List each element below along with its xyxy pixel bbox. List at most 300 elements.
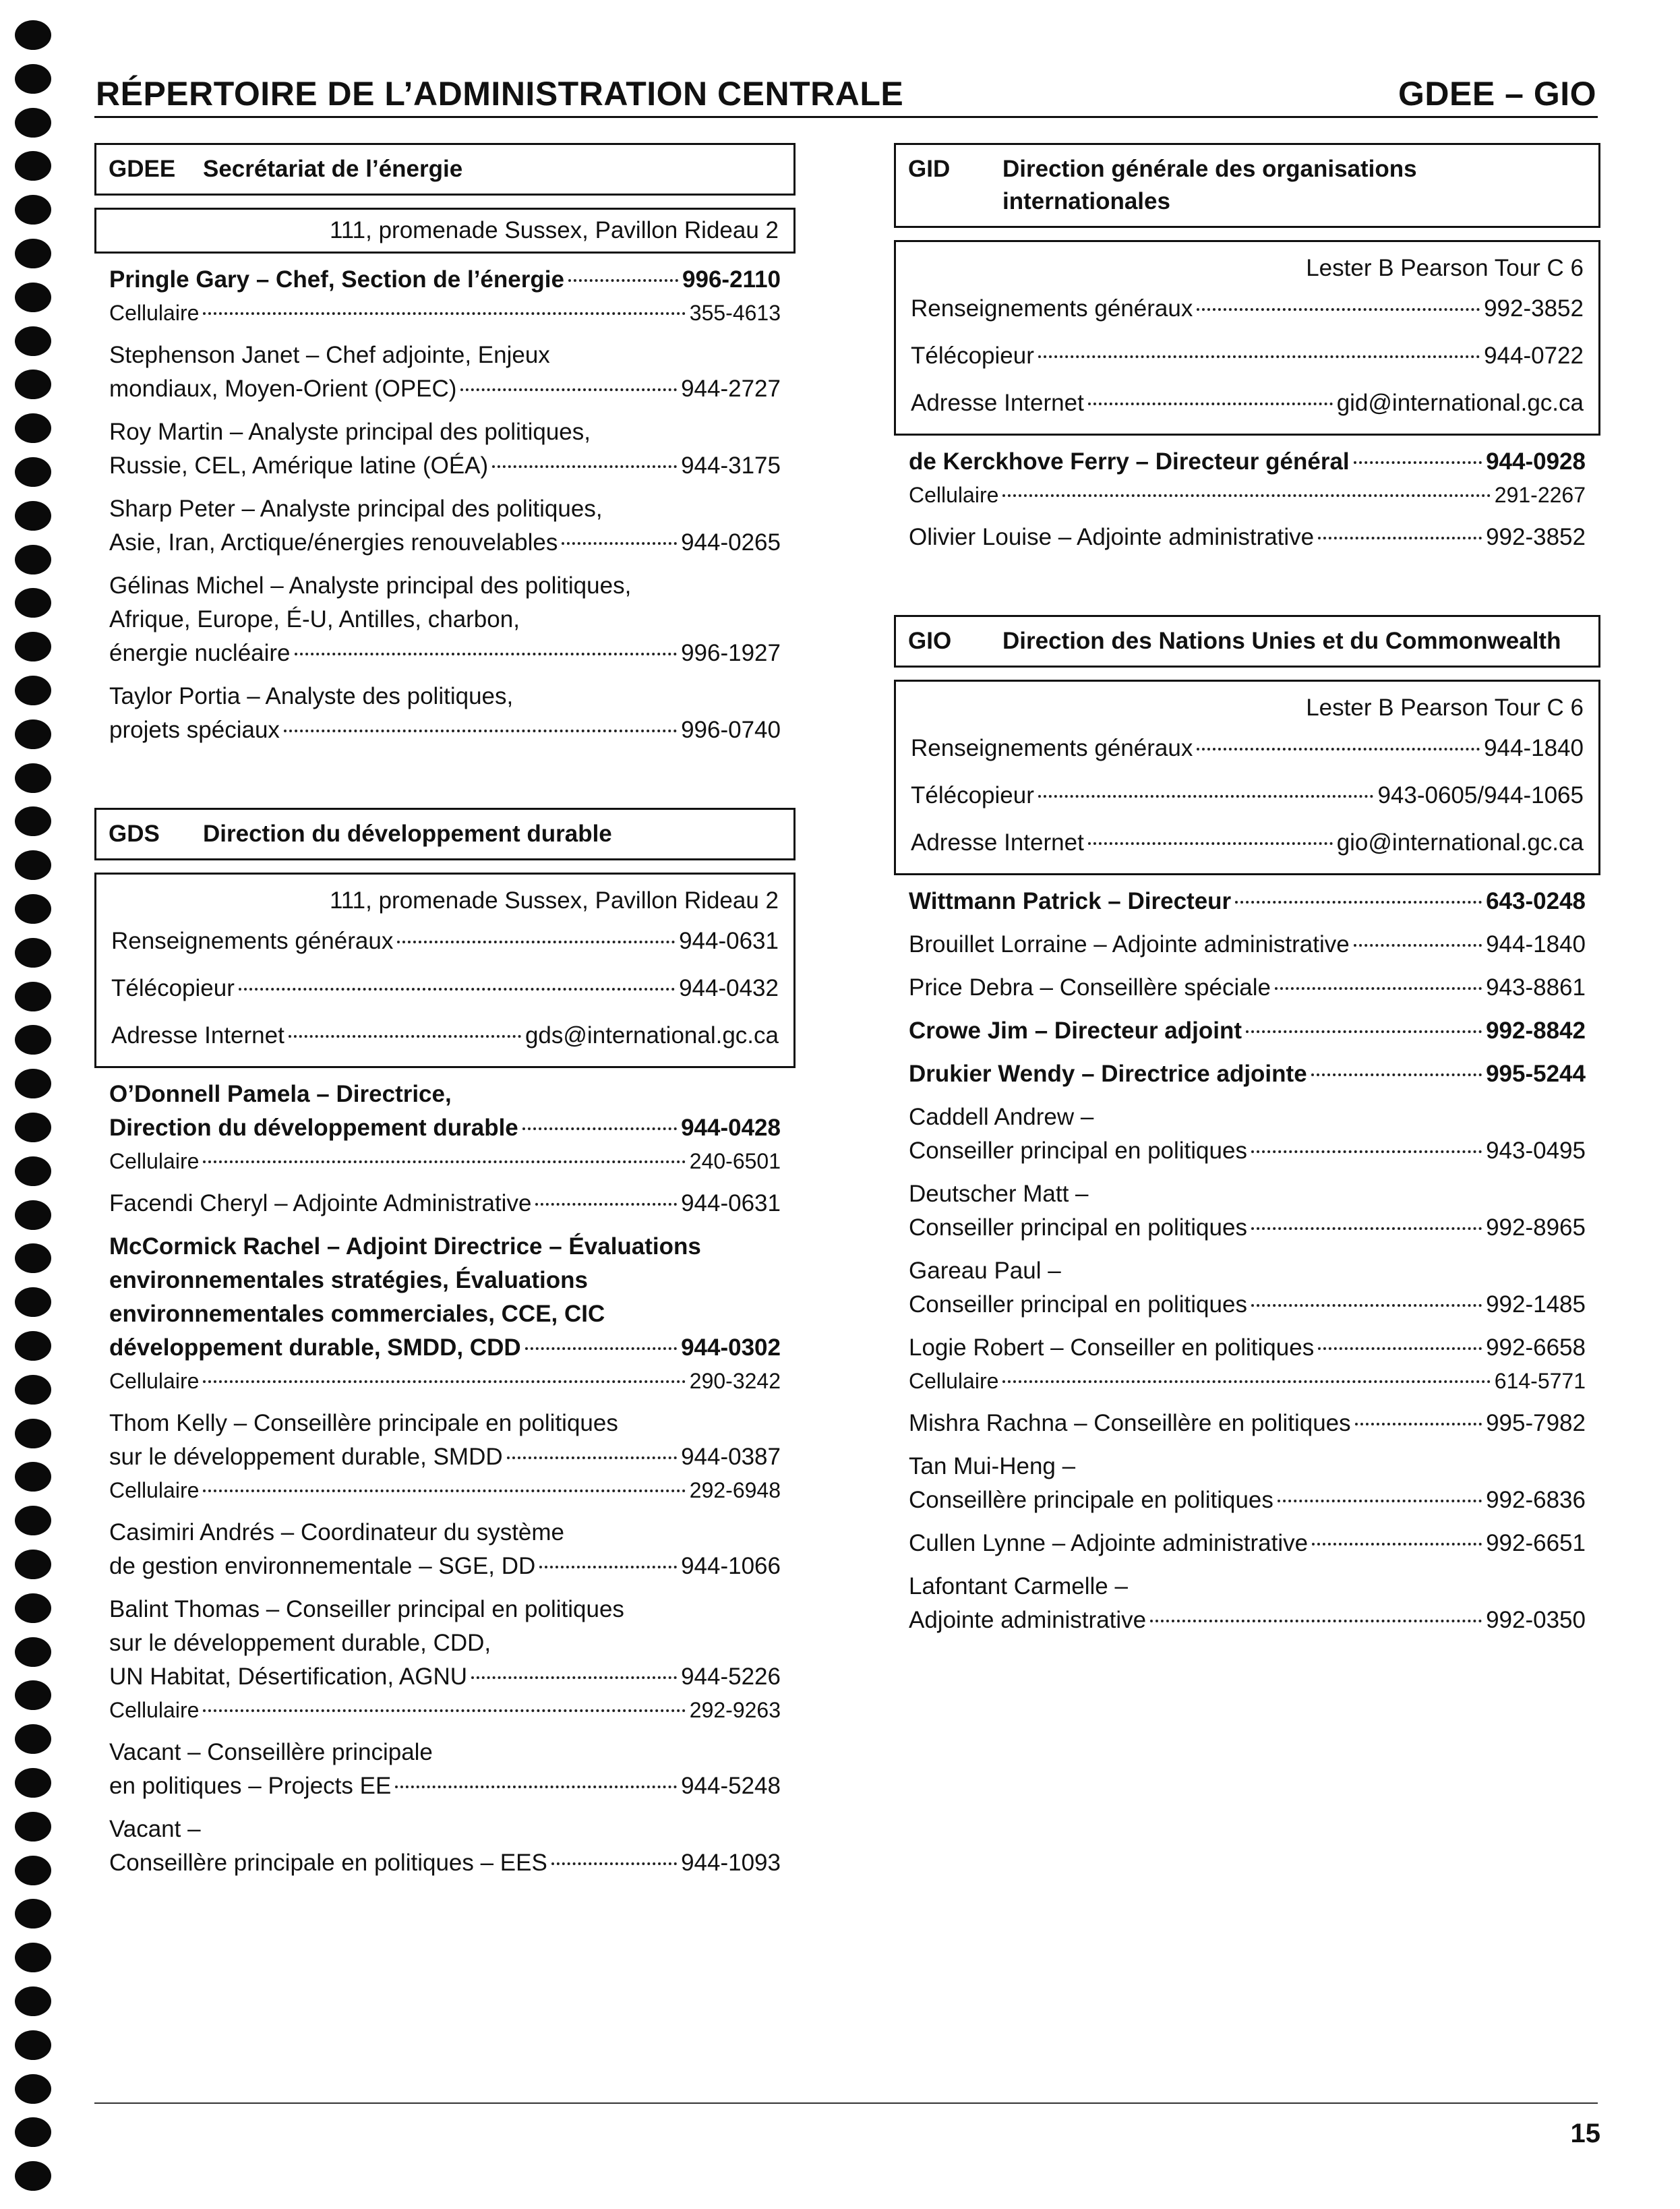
entry-text-line: Brouillet Lorraine – Adjointe administrative (909, 931, 1350, 958)
entry-phone-row (109, 1769, 781, 1803)
cellular-number: 614-5771 (1494, 1369, 1586, 1393)
dot-leader (284, 730, 677, 732)
binding-hole (15, 64, 51, 94)
entry-text-line: Cullen Lynne – Adjointe administrative (909, 1530, 1309, 1556)
binding-hole (15, 1243, 51, 1273)
entry-text-line: Gélinas Michel – Analyste principal des politiques, (109, 572, 632, 599)
entry-phone-row (909, 1527, 1586, 1560)
binding-hole (15, 1768, 51, 1798)
fax-label: Télécopieur (911, 343, 1034, 369)
entry-text-line: UN Habitat, Désertification, AGNU (109, 1663, 468, 1690)
entry-text-line: Olivier Louise – Adjointe administrative (909, 524, 1315, 550)
footer-rule (94, 2102, 1598, 2104)
dot-leader (1235, 901, 1482, 904)
binding-hole (15, 326, 51, 356)
section-contact-box (894, 680, 1600, 875)
entry-phone-row (109, 449, 781, 483)
phone-number: 944-5226 (681, 1663, 781, 1690)
fax-number: 944-0722 (1484, 343, 1584, 369)
email-link[interactable]: gds@international.gc.ca (524, 1022, 779, 1049)
dot-leader (551, 1862, 677, 1865)
section-title: Secrétariat de l’énergie (203, 156, 463, 182)
entry-phone-row (909, 1407, 1586, 1440)
binding-hole (15, 283, 51, 312)
binding-hole (15, 1943, 51, 1972)
general-info-row (111, 918, 779, 965)
entry-list (94, 1078, 796, 1880)
entry-phone-row (909, 1014, 1586, 1048)
entry-text-line: Drukier Wendy – Directrice adjointe (909, 1061, 1307, 1087)
entry-phone-row (109, 1111, 781, 1145)
cellular-number: 355-4613 (689, 301, 781, 325)
phone-number: 992-8965 (1486, 1214, 1586, 1241)
section-header-gio (894, 615, 1600, 668)
binding-hole (15, 1724, 51, 1754)
internet-label: Adresse Internet (911, 829, 1084, 856)
entry-phone-row (109, 1440, 781, 1474)
entry-phone-row (909, 1211, 1586, 1245)
entry-text-line: Gareau Paul – (909, 1258, 1061, 1284)
cellular-label: Cellulaire (909, 483, 999, 507)
dot-leader (1150, 1620, 1482, 1622)
binding-hole (15, 1812, 51, 1842)
entry-phone-row (109, 263, 781, 297)
entry-text-line: Mishra Rachna – Conseillère en politiques (909, 1410, 1351, 1436)
dot-leader (203, 312, 685, 315)
dot-leader (1318, 537, 1482, 539)
section-title: Direction générale des organisations internationales (1002, 156, 1417, 214)
entry-text-line: mondiaux, Moyen-Orient (OPEC) (109, 376, 457, 402)
fax-row (911, 772, 1584, 819)
directory-entry (894, 445, 1600, 511)
binding-hole (15, 1025, 51, 1055)
entry-text-line: Pringle Gary – Chef, Section de l’énergie (109, 266, 564, 293)
binding-hole (15, 1856, 51, 1885)
dot-leader (1312, 1543, 1482, 1545)
general-info-label: Renseignements généraux (111, 928, 394, 954)
binding-hole (15, 938, 51, 968)
entry-text-line: énergie nucléaire (109, 640, 291, 666)
cellular-row (909, 479, 1586, 511)
general-info-row (911, 285, 1584, 332)
entry-text-line: Direction du développement durable (109, 1115, 518, 1141)
phone-number: 944-0428 (681, 1115, 781, 1141)
directory-entry (94, 1078, 796, 1177)
entry-phone-row (909, 1483, 1586, 1517)
binding-hole (15, 2074, 51, 2104)
directory-entry (894, 928, 1600, 962)
fax-label: Télécopieur (911, 782, 1034, 808)
phone-number: 992-8842 (1486, 1018, 1586, 1044)
general-info-phone: 992-3852 (1484, 295, 1584, 322)
binding-hole (15, 1419, 51, 1448)
section-address: 111, promenade Sussex, Pavillon Rideau 2 (329, 217, 779, 243)
cellular-label: Cellulaire (909, 1369, 999, 1393)
binding-hole (15, 982, 51, 1011)
entry-text-line: Tan Mui-Heng – (909, 1453, 1076, 1479)
entry-text-line: sur le développement durable, SMDD (109, 1444, 503, 1470)
dot-leader (535, 1203, 677, 1206)
directory-entry (94, 415, 796, 483)
entry-phone-row (909, 445, 1586, 479)
dot-leader (1354, 944, 1482, 947)
entry-phone-row (109, 1331, 781, 1365)
entry-list (894, 445, 1600, 554)
binding-hole (15, 1506, 51, 1535)
general-info-phone: 944-1840 (1484, 735, 1584, 761)
left-column (94, 143, 796, 1880)
section-title: Direction des Nations Unies et du Commonwealth (1002, 628, 1561, 654)
cellular-row (109, 1145, 781, 1177)
general-info-label: Renseignements généraux (911, 735, 1193, 761)
binding-hole (15, 1680, 51, 1710)
entry-text-line: projets spéciaux (109, 717, 280, 743)
entry-phone-row (109, 526, 781, 560)
entry-text-line: Deutscher Matt – (909, 1181, 1089, 1207)
phone-number: 992-1485 (1486, 1291, 1586, 1318)
entry-text-line: de Kerckhove Ferry – Directeur général (909, 448, 1350, 475)
dot-leader (1278, 1500, 1482, 1502)
binding-hole (15, 1986, 51, 2016)
binding-hole (15, 413, 51, 443)
entry-text-line: Conseiller principal en politiques (909, 1138, 1247, 1164)
entry-text-line: Logie Robert – Conseiller en politiques (909, 1334, 1315, 1361)
phone-number: 944-0265 (681, 529, 781, 556)
binding-hole (15, 676, 51, 705)
binding-hole (15, 545, 51, 575)
phone-number: 995-7982 (1486, 1410, 1586, 1436)
dot-leader (568, 279, 678, 282)
entry-phone-row (909, 1603, 1586, 1637)
right-column (894, 143, 1600, 1637)
phone-number: 643-0248 (1486, 888, 1586, 914)
dot-leader (1246, 1030, 1482, 1033)
entry-text-line: Price Debra – Conseillère spéciale (909, 974, 1271, 1001)
dot-leader (1354, 461, 1482, 464)
cellular-row (109, 1474, 781, 1506)
fax-row (911, 332, 1584, 380)
entry-phone-row (109, 372, 781, 406)
cellular-label: Cellulaire (109, 1478, 200, 1502)
cellular-number: 240-6501 (689, 1149, 781, 1173)
cellular-label: Cellulaire (109, 1698, 200, 1722)
directory-entry (894, 1014, 1600, 1048)
dot-leader (1251, 1150, 1482, 1153)
internet-row (911, 380, 1584, 427)
section-header-gid (894, 143, 1600, 228)
email-link[interactable]: gid@international.gc.ca (1336, 390, 1584, 416)
cellular-number: 292-9263 (689, 1698, 781, 1722)
binding-hole (15, 1637, 51, 1667)
binding-hole (15, 1200, 51, 1230)
phone-number: 944-2727 (681, 376, 781, 402)
phone-number: 992-6658 (1486, 1334, 1586, 1361)
directory-entry (94, 680, 796, 747)
entry-text-line: développement durable, SMDD, CDD (109, 1334, 521, 1361)
binding-hole (15, 2161, 51, 2191)
dot-leader (471, 1676, 677, 1679)
dot-leader (203, 1490, 685, 1492)
page-range: GDEE – GIO (1398, 75, 1596, 113)
entry-text-line: Russie, CEL, Amérique latine (OÉA) (109, 452, 489, 479)
section-code: GID (908, 156, 951, 182)
directory-entry (894, 521, 1600, 554)
directory-entry (94, 1516, 796, 1583)
dot-leader (525, 1347, 677, 1350)
binding-hole (15, 2030, 51, 2060)
phone-number: 943-8861 (1486, 974, 1586, 1001)
cellular-label: Cellulaire (109, 301, 200, 325)
entry-phone-row (909, 521, 1586, 554)
phone-number: 943-0495 (1486, 1138, 1586, 1164)
internet-row (911, 819, 1584, 866)
binding-hole (15, 763, 51, 793)
entry-text-line: Stephenson Janet – Chef adjointe, Enjeux (109, 342, 550, 368)
section-address: Lester B Pearson Tour C 6 (1306, 255, 1584, 281)
section-address: Lester B Pearson Tour C 6 (1306, 695, 1584, 721)
binding-hole (15, 2117, 51, 2147)
binding-hole (15, 370, 51, 399)
dot-leader (1318, 1347, 1482, 1350)
binding-hole (15, 894, 51, 924)
page-number: 15 (1570, 2119, 1600, 2148)
section-header-gdee (94, 143, 796, 196)
entry-text-line: Conseiller principal en politiques (909, 1291, 1247, 1318)
entry-text-line: Vacant – Conseillère principale (109, 1739, 433, 1765)
entry-text-line: Wittmann Patrick – Directeur (909, 888, 1232, 914)
internet-label: Adresse Internet (111, 1022, 284, 1049)
directory-entry (894, 885, 1600, 918)
entry-text-line: de gestion environnementale – SGE, DD (109, 1553, 536, 1579)
dot-leader (1251, 1227, 1482, 1230)
dot-leader (1311, 1073, 1482, 1076)
phone-number: 944-5248 (681, 1773, 781, 1799)
dot-leader (1355, 1423, 1482, 1425)
section-header-gds (94, 808, 796, 860)
binding-hole (15, 195, 51, 225)
dot-leader (492, 465, 677, 468)
dot-leader (507, 1456, 677, 1459)
entry-text-line: Conseiller principal en politiques (909, 1214, 1247, 1241)
entry-text-line: O’Donnell Pamela – Directrice, (109, 1081, 452, 1107)
section-address-box (94, 208, 796, 254)
dot-leader (1251, 1304, 1482, 1307)
entry-text-line: Thom Kelly – Conseillère principale en politiques (109, 1410, 618, 1436)
entry-phone-row (909, 1057, 1586, 1091)
phone-number: 944-0302 (681, 1334, 781, 1361)
fax-label: Télécopieur (111, 975, 235, 1001)
directory-entry (94, 1407, 796, 1506)
binding-holes (15, 20, 55, 2205)
entry-text-line: Conseillère principale en politiques – EES (109, 1850, 547, 1876)
binding-hole (15, 1287, 51, 1317)
section-title: Direction du développement durable (203, 821, 612, 847)
section-address: 111, promenade Sussex, Pavillon Rideau 2 (329, 887, 779, 914)
general-info-phone: 944-0631 (679, 928, 779, 954)
dot-leader (1002, 1380, 1490, 1383)
entry-text-line: environnementales commerciales, CCE, CIC (109, 1301, 605, 1327)
directory-entry (894, 1331, 1600, 1397)
section-code: GIO (908, 628, 952, 654)
binding-hole (15, 850, 51, 880)
entry-text-line: Taylor Portia – Analyste des politiques, (109, 683, 514, 709)
entry-phone-row (909, 971, 1586, 1005)
dot-leader (203, 1709, 685, 1712)
directory-entry (894, 971, 1600, 1005)
dot-leader (1275, 987, 1482, 990)
binding-hole (15, 806, 51, 836)
section-contact-box (894, 240, 1600, 436)
directory-entry (94, 1187, 796, 1220)
phone-number: 996-0740 (681, 717, 781, 743)
entry-phone-row (909, 885, 1586, 918)
directory-entry (94, 263, 796, 329)
entry-phone-row (109, 1846, 781, 1880)
phone-number: 992-0350 (1486, 1607, 1586, 1633)
entry-text-line: Afrique, Europe, É-U, Antilles, charbon, (109, 606, 520, 632)
binding-hole (15, 1113, 51, 1142)
cellular-number: 292-6948 (689, 1478, 781, 1502)
directory-entry (94, 1230, 796, 1397)
directory-entry (894, 1570, 1600, 1637)
fax-number: 944-0432 (679, 975, 779, 1001)
cellular-row (109, 1365, 781, 1397)
fax-row (111, 965, 779, 1012)
entry-text-line: McCormick Rachel – Adjoint Directrice – Évaluations (109, 1233, 701, 1260)
entry-phone-row (909, 1134, 1586, 1168)
binding-hole (15, 1375, 51, 1405)
dot-leader (395, 1786, 677, 1788)
cellular-row (109, 1694, 781, 1726)
entry-phone-row (909, 1331, 1586, 1365)
binding-hole (15, 239, 51, 268)
directory-title: RÉPERTOIRE DE L’ADMINISTRATION CENTRALE (96, 75, 904, 113)
entry-text-line: Sharp Peter – Analyste principal des politiques, (109, 496, 603, 522)
phone-number: 944-0928 (1486, 448, 1586, 475)
dot-leader (295, 653, 678, 655)
general-info-row (911, 725, 1584, 772)
directory-entry (894, 1527, 1600, 1560)
entry-phone-row (109, 713, 781, 747)
entry-phone-row (109, 1660, 781, 1694)
directory-entry (894, 1254, 1600, 1322)
directory-entry (894, 1100, 1600, 1168)
fax-number: 943-0605/944-1065 (1377, 782, 1584, 808)
cellular-label: Cellulaire (109, 1369, 200, 1393)
entry-text-line: Asie, Iran, Arctique/énergies renouvelables (109, 529, 558, 556)
entry-text-line: Vacant – (109, 1816, 201, 1842)
phone-number: 944-1840 (1486, 931, 1586, 958)
cellular-row (109, 297, 781, 329)
page-header (94, 67, 1598, 118)
binding-hole (15, 1156, 51, 1186)
internet-label: Adresse Internet (911, 390, 1084, 416)
phone-number: 944-1093 (681, 1850, 781, 1876)
dot-leader (539, 1566, 677, 1568)
binding-hole (15, 719, 51, 749)
binding-hole (15, 20, 51, 50)
binding-hole (15, 501, 51, 531)
directory-entry (94, 569, 796, 670)
binding-hole (15, 1899, 51, 1928)
entry-text-line: Roy Martin – Analyste principal des politiques, (109, 419, 591, 445)
directory-entry (894, 1057, 1600, 1091)
binding-hole (15, 1593, 51, 1623)
phone-number: 944-3175 (681, 452, 781, 479)
cellular-label: Cellulaire (109, 1149, 200, 1173)
cellular-number: 291-2267 (1494, 483, 1586, 507)
dot-leader (522, 1127, 677, 1130)
entry-text-line: Crowe Jim – Directeur adjoint (909, 1018, 1242, 1044)
binding-hole (15, 1069, 51, 1098)
section-contact-box (94, 873, 796, 1068)
phone-number: 995-5244 (1486, 1061, 1586, 1087)
entry-text-line: en politiques – Projects EE (109, 1773, 392, 1799)
phone-number: 992-6836 (1486, 1487, 1586, 1513)
phone-number: 944-0631 (681, 1190, 781, 1216)
entry-phone-row (109, 637, 781, 670)
phone-number: 944-1066 (681, 1553, 781, 1579)
entry-phone-row (909, 1288, 1586, 1322)
dot-leader (203, 1380, 685, 1383)
entry-text-line: Lafontant Carmelle – (909, 1573, 1128, 1599)
cellular-number: 290-3242 (689, 1369, 781, 1393)
binding-hole (15, 632, 51, 661)
binding-hole (15, 588, 51, 618)
entry-text-line: Balint Thomas – Conseiller principal en politiques (109, 1596, 624, 1622)
directory-entry (94, 1813, 796, 1880)
entry-phone-row (109, 1550, 781, 1583)
phone-number: 996-2110 (682, 266, 781, 293)
entry-list (894, 885, 1600, 1637)
binding-hole (15, 1550, 51, 1579)
binding-hole (15, 1331, 51, 1361)
dot-leader (460, 388, 677, 391)
directory-entry (894, 1177, 1600, 1245)
entry-text-line: Adjointe administrative (909, 1607, 1147, 1633)
binding-hole (15, 151, 51, 181)
directory-entry (894, 1407, 1600, 1440)
entry-text-line: Facendi Cheryl – Adjointe Administrative (109, 1190, 532, 1216)
entry-list (94, 263, 796, 747)
dot-leader (1002, 494, 1490, 497)
email-link[interactable]: gio@international.gc.ca (1336, 829, 1584, 856)
binding-hole (15, 108, 51, 138)
phone-number: 992-6651 (1486, 1530, 1586, 1556)
entry-phone-row (909, 928, 1586, 962)
directory-entry (94, 338, 796, 406)
internet-row (111, 1012, 779, 1059)
entry-text-line: environnementales stratégies, Évaluations (109, 1267, 588, 1293)
directory-entry (894, 1450, 1600, 1517)
general-info-label: Renseignements généraux (911, 295, 1193, 322)
entry-phone-row (109, 1187, 781, 1220)
binding-hole (15, 457, 51, 487)
entry-text-line: sur le développement durable, CDD, (109, 1630, 491, 1656)
directory-entry (94, 1736, 796, 1803)
directory-entry (94, 1593, 796, 1726)
entry-text-line: Casimiri Andrés – Coordinateur du système (109, 1519, 565, 1545)
entry-text-line: Conseillère principale en politiques (909, 1487, 1273, 1513)
phone-number: 996-1927 (681, 640, 781, 666)
cellular-row (909, 1365, 1586, 1397)
binding-hole (15, 1462, 51, 1492)
phone-number: 944-0387 (681, 1444, 781, 1470)
directory-entry (94, 492, 796, 560)
phone-number: 992-3852 (1486, 524, 1586, 550)
section-code: GDS (109, 821, 160, 847)
entry-text-line: Caddell Andrew – (909, 1104, 1094, 1130)
